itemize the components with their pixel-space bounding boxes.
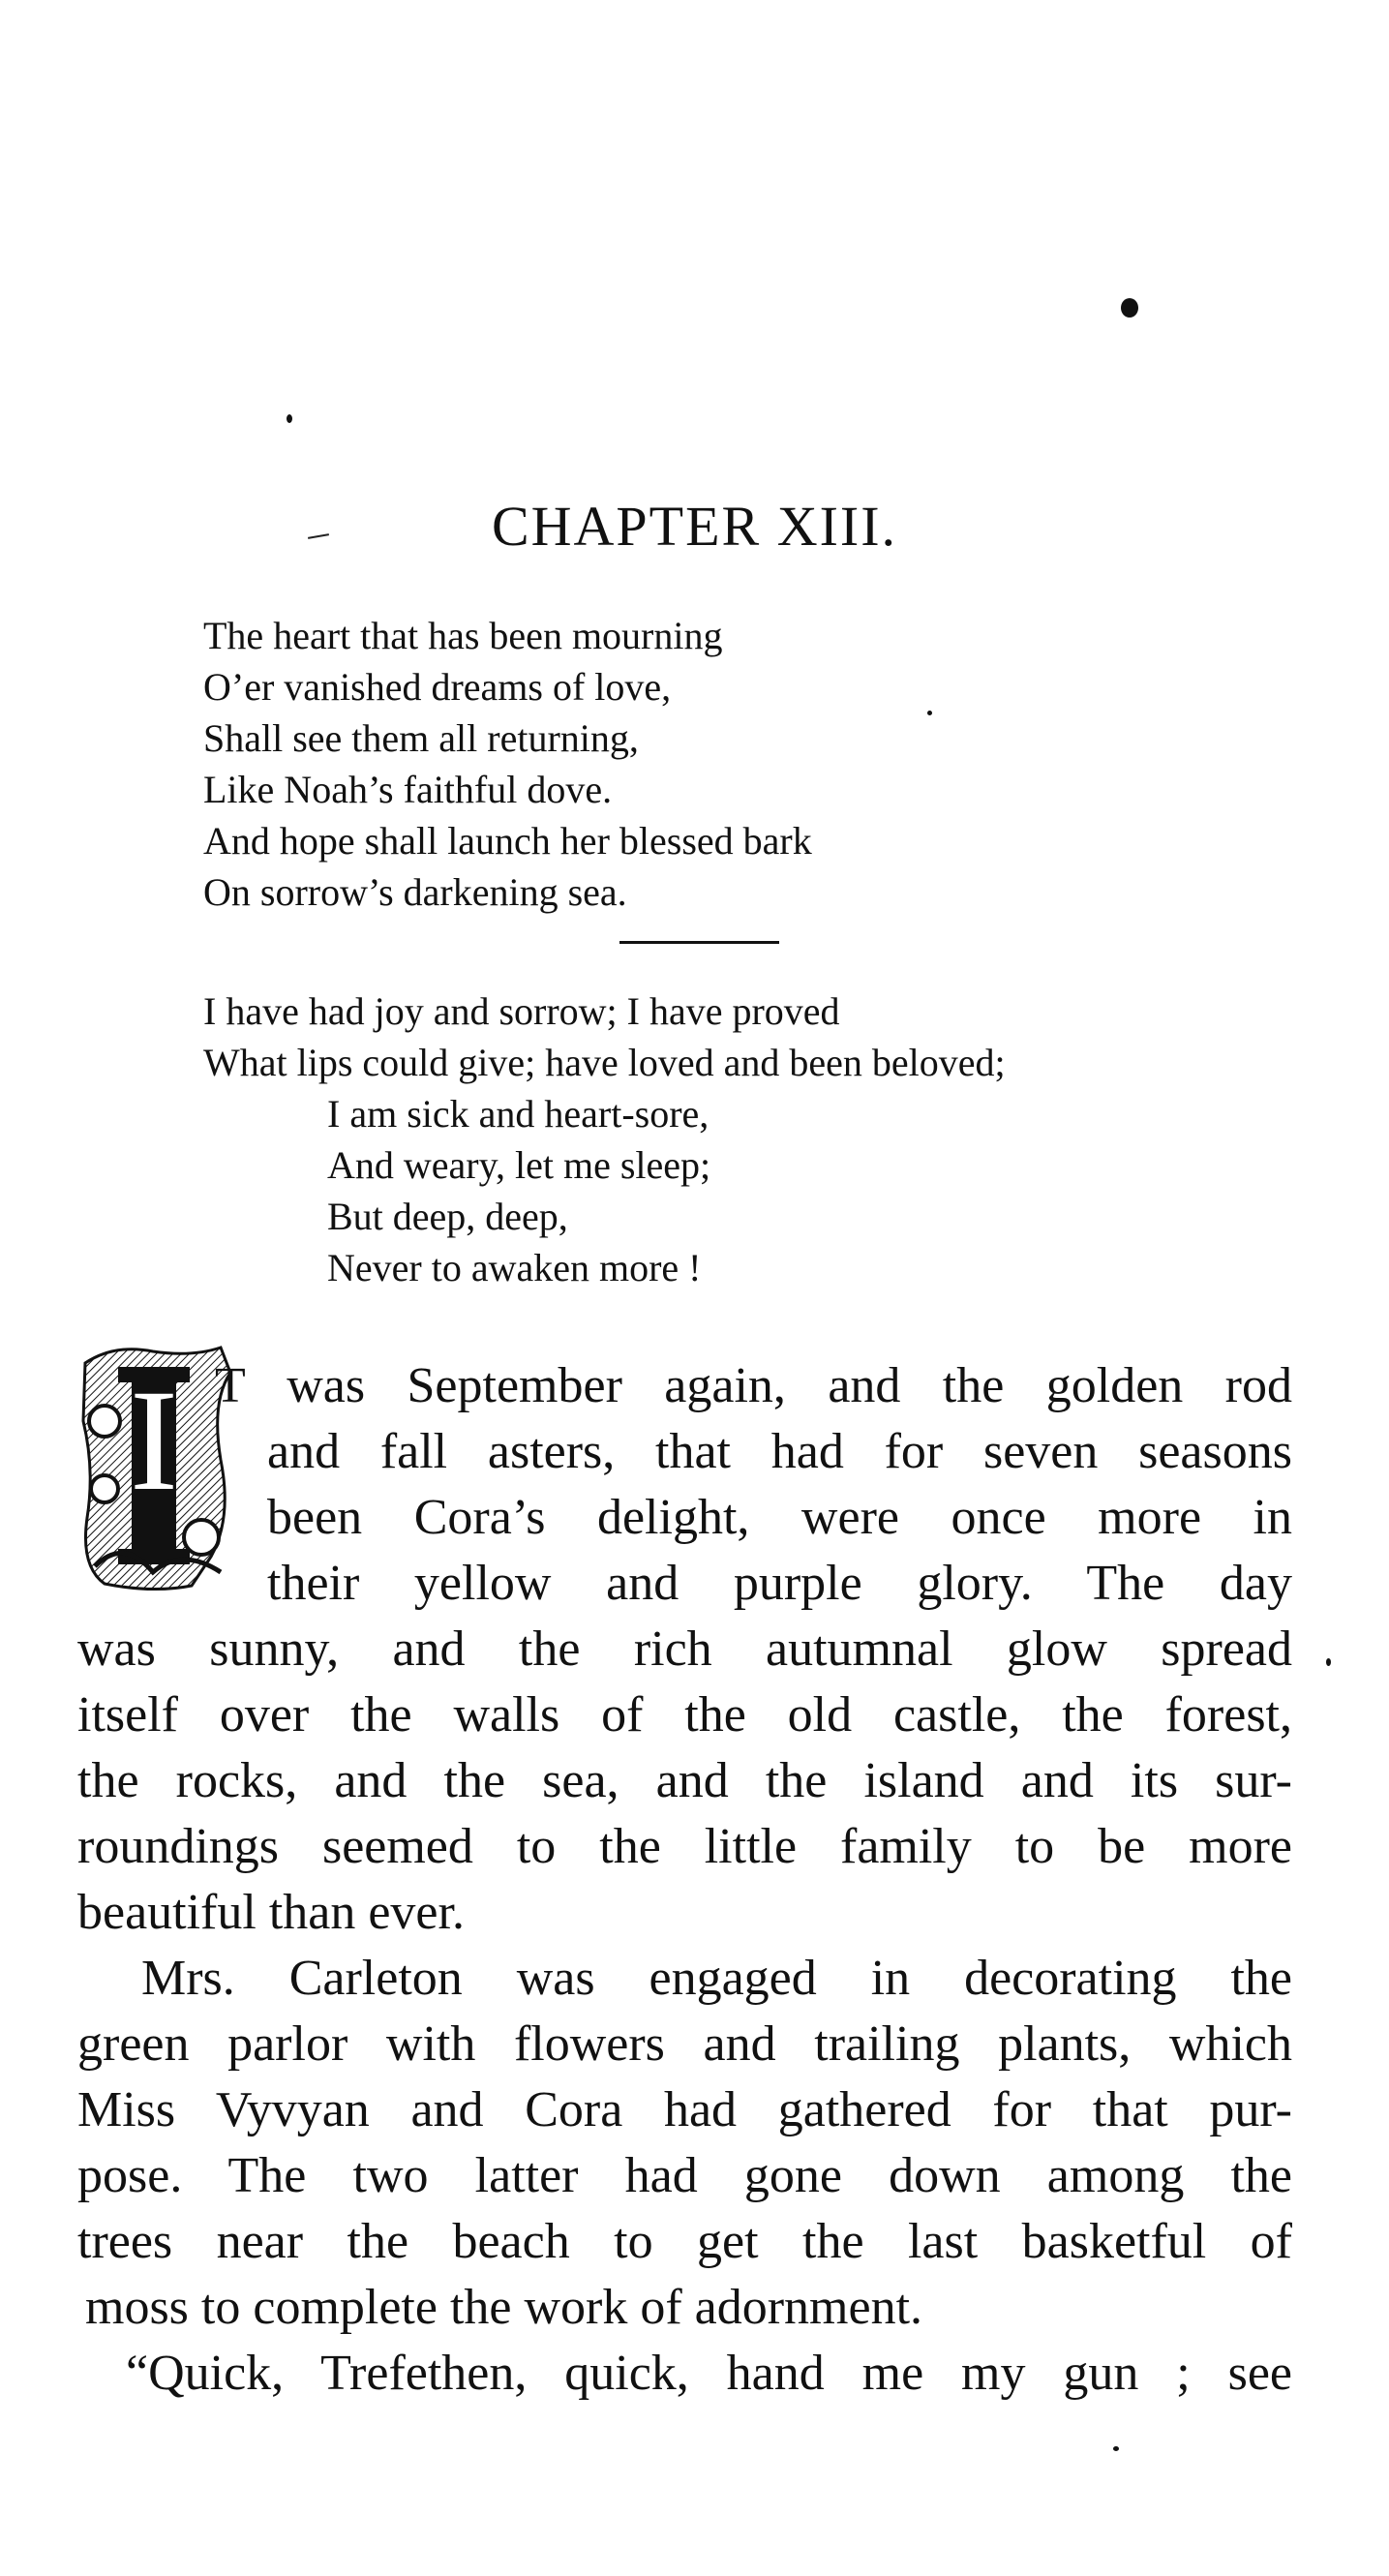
poem-line: And hope shall launch her blessed bark: [203, 819, 812, 863]
text-line: trees near the beach to get the last basketful of: [77, 2214, 1292, 2269]
poem-line: On sorrow’s darkening sea.: [203, 870, 627, 914]
poem-line: I have had joy and sorrow; I have proved: [203, 989, 840, 1033]
text-line: and fall asters, that had for seven seasons: [267, 1424, 1292, 1479]
chapter-title: CHAPTER XIII.: [491, 495, 898, 558]
ink-speck: [1121, 298, 1138, 318]
text-line: the rocks, and the sea, and the island and its sur-: [77, 1753, 1292, 1808]
text-line: green parlor with flowers and trailing plants, which: [77, 2016, 1292, 2072]
text-line: Miss Vyvyan and Cora had gathered for that pur-: [77, 2082, 1292, 2137]
drop-cap-letter: I: [130, 1360, 178, 1521]
poem-line: Never to awaken more !: [327, 1246, 702, 1289]
text-line: “Quick, Trefethen, quick, hand me my gun ; see: [126, 2346, 1292, 2401]
ink-speck: [927, 711, 932, 715]
poem-line: But deep, deep,: [327, 1195, 568, 1238]
text-line: itself over the walls of the old castle, the forest,: [77, 1687, 1292, 1743]
poem-line: What lips could give; have loved and been beloved;: [203, 1041, 1006, 1084]
section-rule: [619, 941, 779, 944]
text-line: their yellow and purple glory. The day: [267, 1556, 1292, 1611]
poem-line: The heart that has been mourning: [203, 614, 723, 657]
ink-speck: [287, 414, 292, 423]
paragraph-one: [77, 1353, 1292, 1946]
text-line: been Cora’s delight, were once more in: [267, 1490, 1292, 1545]
epigraph-one: [203, 610, 812, 918]
poem-line: I am sick and heart-sore,: [327, 1092, 710, 1136]
text-line: beautiful than ever.: [77, 1885, 465, 1940]
text-line: T was September again, and the golden rod: [215, 1358, 1292, 1413]
paragraph-three: [77, 2341, 1292, 2407]
poem-line: And weary, let me sleep;: [327, 1143, 711, 1187]
paragraph-two: [77, 1946, 1292, 2341]
text-line: Mrs. Carleton was engaged in decorating the: [141, 1951, 1292, 2006]
epigraph-two: [203, 985, 1006, 1293]
poem-line: O’er vanished dreams of love,: [203, 665, 672, 709]
poem-line: Like Noah’s faithful dove.: [203, 768, 613, 811]
text-line: was sunny, and the rich autumnal glow spread: [77, 1621, 1292, 1677]
poem-line: Shall see them all returning,: [203, 716, 639, 760]
text-line: pose. The two latter had gone down among the: [77, 2148, 1292, 2203]
text-line: moss to complete the work of adornment.: [85, 2280, 923, 2335]
text-line: roundings seemed to the little family to be more: [77, 1819, 1292, 1874]
ink-speck: [1113, 2446, 1119, 2451]
ink-speck: [1326, 1658, 1331, 1666]
